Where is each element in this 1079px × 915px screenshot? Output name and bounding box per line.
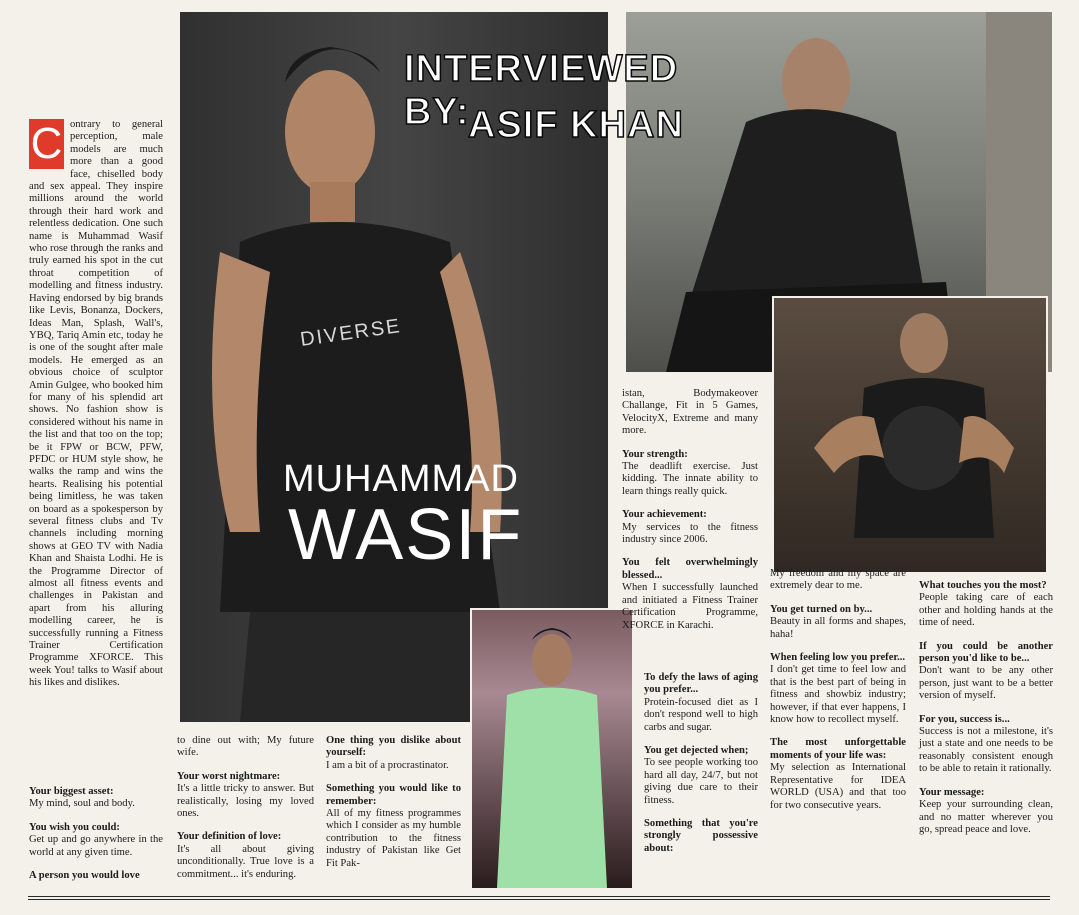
qa-answer: Don't want to be any other person, just want to be a better version of myself. — [919, 665, 1053, 702]
qa-question: Something you would like to remember: — [326, 783, 461, 807]
continuation-text: istan, Bodymakeover Challange, Fit in 5 Games, VelocityX, Extreme and many more. — [622, 388, 758, 437]
qa-question: If you could be another person you'd like to be... — [919, 640, 1053, 665]
qa-question: You get dejected when; — [644, 745, 749, 757]
qa-answer: To see people working too hard all day, 24/7, but not giving due care to their fitness. — [644, 757, 758, 806]
qa-question: For you, success is... — [919, 713, 1010, 725]
interviewer-line-2: ASIF KHAN — [468, 104, 684, 146]
qa-item — [622, 557, 758, 631]
continuation-text: My freedom and my space are extremely dear to me. — [770, 568, 906, 592]
qa-question: When feeling low you prefer... — [770, 652, 906, 664]
qa-answer: Get up and go anywhere in the world at any given time. — [29, 834, 163, 858]
qa-item — [177, 771, 314, 821]
qa-question: To defy the laws of aging you prefer... — [644, 672, 758, 696]
subject-first-name: MUHAMMAD — [283, 458, 519, 500]
qa-answer: When I successfully launched and initiated a Fitness Trainer Certification Programme, XFORCE in Karachi. — [622, 582, 758, 631]
bottom-rule — [28, 896, 1050, 900]
qa-question: Your strength: — [622, 448, 688, 460]
qa-item — [919, 580, 1053, 630]
qa-item — [622, 449, 758, 499]
qa-answer: My services to the fitness industry since 2006. — [622, 521, 758, 546]
qa-item — [919, 787, 1053, 837]
qa-answer: It's all about giving unconditionally. True love is a commitment... it's enduring. — [177, 843, 314, 880]
qa-question: One thing you dislike about yourself: — [326, 735, 461, 759]
drop-cap: C — [30, 119, 63, 168]
qa-question: You wish you could: — [29, 821, 120, 833]
qa-item — [770, 604, 906, 641]
qa-answer: Keep your surrounding clean, and no matter wherever you go, spread peace and love. — [919, 799, 1053, 835]
column-4-top — [622, 388, 758, 632]
qa-item — [644, 672, 758, 734]
qa-item — [770, 652, 906, 726]
qa-answer: All of my fitness programmes which I consider as my humble contribution to the fitness industry of Pakistan like Get Fit Pak- — [326, 808, 461, 869]
qa-question: Something that you're strongly possessive about: — [644, 818, 758, 854]
qa-answer: My mind, soul and body. — [29, 798, 135, 810]
intro-article — [29, 119, 163, 690]
qa-item — [919, 641, 1053, 703]
column-3-qa — [326, 735, 461, 870]
qa-item — [29, 786, 163, 811]
qa-question: A person you would love — [29, 870, 140, 882]
interviewer-line-1: INTERVIEWED BY: — [404, 48, 679, 133]
qa-question: Your message: — [919, 786, 985, 798]
qa-item — [29, 822, 163, 859]
qa-item — [644, 745, 758, 807]
qa-question: Your biggest asset: — [29, 786, 114, 797]
medicine-ball-photo — [772, 296, 1048, 574]
qa-answer: My selection as International Representative for IDEA WORLD (USA) and that too for two consecutive years. — [770, 762, 906, 811]
qa-question: Your achievement: — [622, 509, 707, 521]
qa-answer: I don't get time to feel low and that is the best part of being in fitness and showbiz industry; however, if that ever happens, I know how to recollect myself. — [770, 664, 906, 726]
qa-item — [622, 509, 758, 546]
qa-item — [326, 783, 461, 870]
gym-figure-illustration — [774, 298, 1046, 572]
qa-question: You felt overwhelmingly blessed... — [622, 557, 758, 581]
column-1-qa — [29, 786, 163, 882]
sherwani-model-photo — [470, 608, 634, 890]
sherwani-figure-illustration — [472, 610, 632, 888]
shirt-brand-text: DIVERSE — [298, 315, 403, 351]
qa-answer: Success is not a milestone, it's just a state and one needs to be reasonably consistent enough to be able to retain it rationally. — [919, 726, 1053, 775]
qa-question: Your worst nightmare: — [177, 770, 281, 782]
intro-text: ontrary to general perception, male models are much more than a good face, chiselled body and sex appeal. They inspire millions around the world through their hard work and relentless dedication. One such name is Muhammad Wasif who rose through the ranks and truly earned his spot in the cut throat competition of modelling and fitness industry. Having endorsed by big brands like Levis, Bonanza, Dockers, Ideas Man, Splash, Wall's, YBQ, Tariq Amin etc, today he is one of the sought after male models. He emerged as an obvious choice of sculptor Amin Gulgee, who booked him for many of his splendid art shows. No fashion show is considered without his name in the list and that too on the top; be it FPW or BCW, PFW, PFDC or HUM style show, he walks the ramp and wins the hearts. Realising his potential being limitless, he was taken on board as a spokesperson by several fitness clubs and Tv channels including morning shows at GEO TV with Nadia Khan and Shaista Lodhi. He is the Programme Director of almost all fitness events and challenges in Pakistan and apart from his alluring modelling career, he is successfully running a Fitness Trainer Certification Programme XFORCE. This week You! talks to Wasif about his likes and dislikes. — [29, 119, 163, 689]
qa-answer: to dine out with; My future wife. — [177, 735, 314, 759]
column-4-bottom — [644, 672, 758, 855]
qa-answer: Protein-focused diet as I don't respond well to high carbs and sugar. — [644, 696, 758, 733]
qa-item — [770, 737, 906, 811]
column-5 — [770, 568, 906, 812]
column-6 — [919, 580, 1053, 836]
qa-item — [177, 831, 314, 881]
qa-item — [919, 714, 1053, 776]
qa-question: The most unforgettable moments of your life was: — [770, 737, 906, 761]
qa-answer: The deadlift exercise. Just kidding. The innate ability to learn things really quick. — [622, 461, 758, 497]
subject-last-name: WASIF — [288, 495, 524, 575]
qa-answer: It's a little tricky to answer. But realistically, losing my loved ones. — [177, 783, 314, 820]
column-2-qa — [177, 735, 314, 881]
qa-answer: I am a bit of a procrastinator. — [326, 759, 449, 771]
qa-item — [644, 818, 758, 855]
qa-question: You get turned on by... — [770, 603, 873, 615]
qa-item — [326, 735, 461, 772]
qa-answer: Beauty in all forms and shapes, haha! — [770, 616, 906, 640]
qa-item — [29, 870, 163, 882]
qa-question: What touches you the most? — [919, 580, 1047, 591]
qa-question: Your definition of love: — [177, 831, 282, 843]
qa-answer: People taking care of each other and holding hands at the time of need. — [919, 592, 1053, 629]
